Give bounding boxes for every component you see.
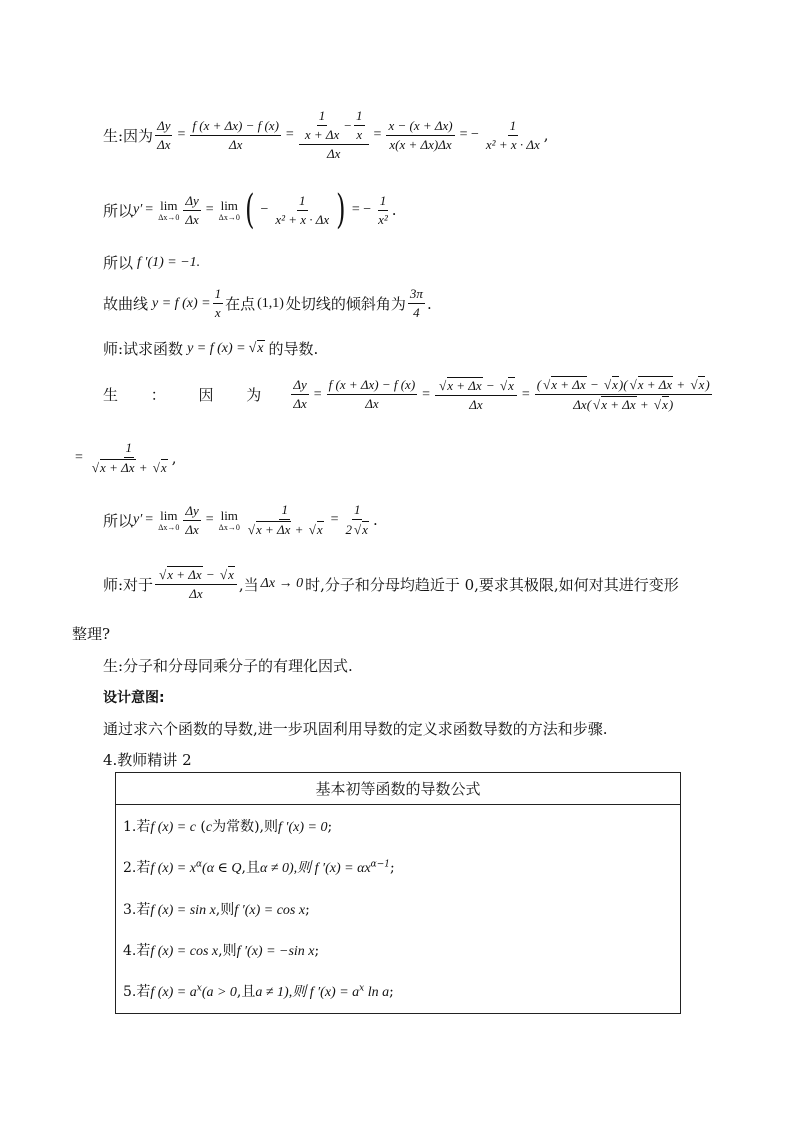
paragraph-line: 通过求六个函数的导数,进一步巩固利用导数的定义求函数导数的方法和步骤.	[103, 720, 608, 738]
text: 故曲线	[103, 295, 149, 313]
derivation-line-4: 故曲线 y = f (x) = $\frac{1}{x}$ 在点 (1,1) 处切线的倾斜角为 $\frac{3\pi}{4}$ .	[103, 286, 432, 320]
fraction: $\frac{1}{\text{x² + x · Δx}}$	[275, 192, 330, 227]
fraction: $\frac{\Delta y}{\Delta x}$	[185, 502, 199, 537]
compound-fraction: $\frac{1}{x + \Delta x}$ − $\frac{1}{x}$ Δx	[299, 108, 369, 162]
text: ,当	[238, 575, 259, 594]
math: (1,1)	[257, 295, 284, 311]
sqrt: √ x	[257, 340, 265, 357]
formula-item-5: 5.若f $(x) = a^x(a > 0$,且a ≠ 1),则 f $'(x) = a^x$ ln a;	[123, 983, 394, 1000]
limit: lim Δx→0	[158, 197, 180, 222]
paragraph-line: 生:分子和分母同乘分子的有理化因式.	[103, 657, 353, 675]
section-heading: 4.教师精讲 2	[103, 751, 192, 769]
text: 生 ： 因 为	[103, 386, 262, 404]
math: y′	[133, 202, 143, 217]
paragraph-line: 整理?	[72, 625, 111, 643]
fraction: $\frac{f (x + \Delta x) - f (x)}{\Delta x}$	[328, 377, 416, 411]
text: 处切线的倾斜角为	[285, 295, 406, 313]
limit: lim Δx→0	[218, 507, 240, 532]
text: 师:对于	[103, 575, 154, 594]
text: 所以	[103, 201, 134, 220]
derivation-line-9	[103, 566, 679, 602]
fraction: $\frac{1}{\text{x²}}$	[378, 192, 388, 227]
math: Δx → 0	[260, 576, 304, 591]
text: 的导数.	[268, 340, 319, 358]
formula-item-1: 1.若f (x) = c (c为常数),则f ′(x) = 0;	[123, 819, 333, 835]
fraction: 1 √ x + Δx + √ x	[244, 502, 326, 538]
fraction: $\frac{\Delta y}{\Delta x}$	[157, 117, 171, 152]
fraction: √ $\frac{x + \Delta x - √ x}{\Delta x}$	[435, 377, 517, 413]
derivative-formula-table	[115, 772, 681, 1014]
formula-item-2: 2.若f $(x) = x^\alpha(\alpha$ ∈ Q,且α ≠ 0),则 f $'(x) = \alpha x^{\alpha-1}$;	[123, 859, 395, 876]
fraction: $\frac{(√ x + \Delta x - √ x)(√ x + \Delta x + √ x)}{\Delta x(√ x + \Delta x + √ x)}$	[535, 376, 712, 413]
derivation-line-5	[103, 338, 318, 359]
derivation-line-2: 所以 y′ = lim Δx→0 $\frac{\Delta y}{\Delta x}$ = lim Δx→0 ( − $\frac{1}{\text{x² + x · Δx}}$ ) = − $\frac{1}{\text{x²}}$ .	[103, 187, 397, 233]
math: f ′(1) = −1.	[137, 254, 201, 270]
fraction: √ $\frac{x + \Delta x - √ x}{\Delta x}$	[155, 566, 237, 602]
fraction: $\frac{x - (x + \Delta x)}{x(x + \Delta x)\Delta x}$	[388, 117, 453, 152]
derivation-line-7: = 1 √ x + Δx + √ x ,	[72, 440, 176, 476]
formula-item-3: 3.若f (x) = sin x,则f ′(x) = cos x;	[123, 902, 310, 918]
limit: lim Δx→0	[218, 197, 240, 222]
text: 师:试求函数	[103, 340, 184, 358]
section-heading: 设计意图:	[103, 690, 165, 706]
math: y = f (x) =	[187, 340, 246, 356]
limit: lim Δx→0	[158, 507, 180, 532]
math: y′	[133, 512, 143, 527]
fraction: 1 √ x + Δx + √ x	[88, 440, 170, 476]
fraction: $\frac{\Delta y}{\Delta x}$	[293, 377, 307, 411]
fraction: $\frac{1}{x}$	[214, 286, 222, 320]
derivation-line-6: 生 ： 因 为 $\frac{\Delta y}{\Delta x}$ = $\frac{f (x + \Delta x) - f (x)}{\Delta x}$ = √ $\frac{x + \Delta x - √ x}{\Delta x}$ = $\frac{(√ x + \Delta x - √ x)(√ x + \Delta x + √ x)}{\Delta x(√ x + \Delta x + √ x)}$	[103, 376, 714, 413]
table-title: 基本初等函数的导数公式	[116, 773, 680, 805]
derivation-line-8: 所以 y′ = lim Δx→0 $\frac{\Delta y}{\Delta x}$ = lim Δx→0 1 √ x + Δx + √ x = $\frac{1}{2√ x}$ .	[103, 502, 378, 538]
fraction: $\frac{1}{\text{x² + x · Δx}}$	[485, 117, 540, 152]
text: 所以	[103, 511, 134, 530]
text: 所以	[103, 254, 134, 272]
text: 时,分子和分母均趋近于 0,要求其极限,如何对其进行变形	[305, 575, 679, 594]
text: 在点	[225, 295, 256, 313]
formula-item-4: 4.若f (x) = cos x,则f ′(x) = −sin x;	[123, 943, 320, 959]
derivation-line-3	[103, 252, 200, 273]
math: y = f (x) =	[152, 295, 211, 311]
derivation-line-1: 生:因为 $\frac{\Delta y}{\Delta x}$ = $\frac{f (x + \Delta x) - f (x)}{\Delta x}$ = $\frac{1}{x + \Delta x}$ − $\frac{1}{x}$ Δx = $\frac{x - (x + \Delta x)}{x(x + \Delta x)\Delta x}$ = − $\frac{1}{\text{x² + x · Δx}}$ ,	[103, 108, 549, 161]
fraction: $\frac{1}{2√ x}$	[344, 502, 371, 538]
fraction: $\frac{\Delta y}{\Delta x}$	[185, 192, 199, 227]
fraction: $\frac{f (x + \Delta x) - f (x)}{\Delta x}$	[192, 117, 279, 152]
fraction: $\frac{3\pi}{4}$	[409, 286, 423, 320]
text: 生:因为	[103, 126, 154, 145]
